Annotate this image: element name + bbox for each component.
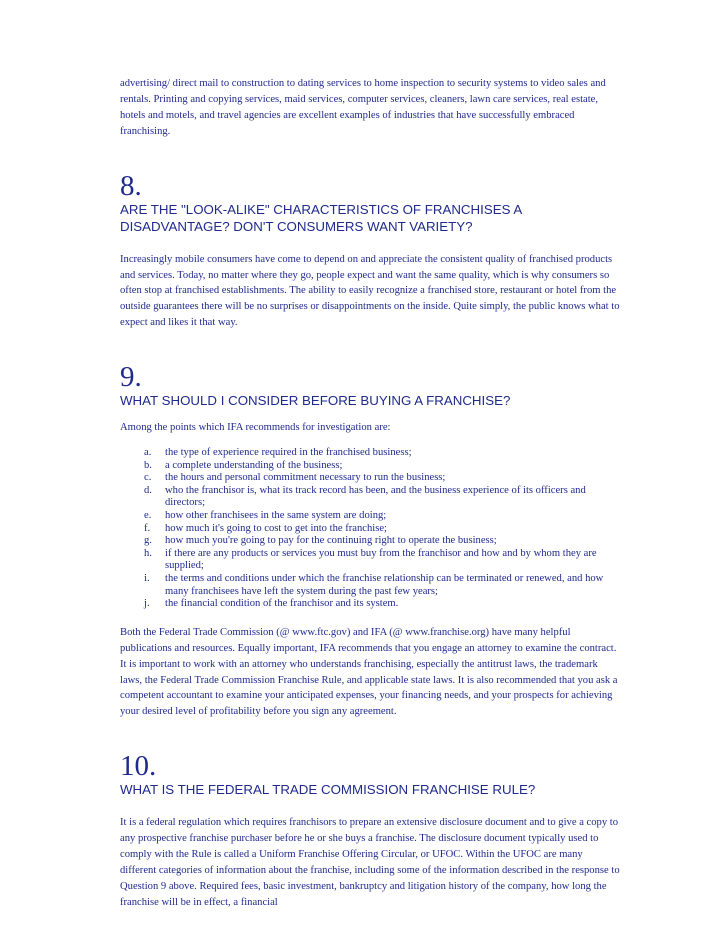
section-9-closing: Both the Federal Trade Commission (@ www.ftc.gov) and IFA (@ www.franchise.org) have many helpful publications and resources. Equally important, IFA recommends that you engage an attorney to examine the contract. It is important to work with an attorney who understands franchising, especially the antitrust laws, the trademark laws, the Federal Trade Commission Franchise Rule, and applicable state laws. It is also recommended that you ask a competent accountant to examine your anticipated expenses, your financing needs, and your prospects for achieving your desired level of profitability before you sign any agreement.: [120, 626, 618, 718]
section-10-answer: It is a federal regulation which requires franchisors to prepare an extensive disclosure document and to give a copy to any prospective franchise purchaser before he or she buys a franchise. The disclosure document typically used to comply with the Rule is called a Uniform Franchise Offering Circular, or UFOC. Within the UFOC are many different categories of information about the franchise, including some of the information described in the response to Question 9 above. Required fees, basic investment, bankruptcy and litigation history of the company, how long the franchise will be in effect, a financial: [120, 817, 620, 908]
section-9: [120, 362, 620, 720]
list-item: a. the type of experience required in the franchised business;: [144, 447, 412, 459]
section-8-answer: Increasingly mobile consumers have come to depend on and appreciate the consistent quality of franchised products and services. Today, no matter where they go, people expect and want the same quality, which is why consumers so often stop at franchised establishments. The ability to easily recognize a franchised store, restaurant or hotel from the outside guarantees there will be no surprises or disappointments on the inside. Quite simply, the public knows what to expect and likes it that way.: [120, 253, 620, 329]
section-8-number: 8.: [120, 169, 142, 202]
section-10-question: WHAT IS THE FEDERAL TRADE COMMISSION FRANCHISE RULE?: [120, 782, 536, 798]
list-item: i. the terms and conditions under which the franchise relationship can be terminated or renewed, and how many franchisees have left the system during the past few years;: [144, 573, 604, 597]
list-item: h. if there are any products or services you must buy from the franchisor and how and by whom they are supplied;: [144, 547, 597, 572]
section-8: [120, 171, 620, 332]
section-10-number: 10.: [120, 750, 157, 783]
list-item: f. how much it's going to cost to get into the franchise;: [144, 522, 387, 534]
list-item: e. how other franchisees in the same system are doing;: [144, 510, 387, 522]
list-item: c. the hours and personal commitment necessary to run the business;: [144, 472, 446, 484]
document-page: [120, 76, 620, 911]
section-9-number: 9.: [120, 361, 142, 394]
list-item: g. how much you're going to pay for the continuing right to operate the business;: [144, 535, 497, 547]
section-9-checklist: [120, 447, 620, 611]
intro-paragraph: advertising/ direct mail to construction to dating services to home inspection to security systems to video sales and rentals. Printing and copying services, maid services, computer services, cleaners, lawn care services, real estate, hotels and motels, and travel agencies are excellent examples of industries that have successfully embraced franchising.: [120, 78, 606, 137]
list-item: j. the financial condition of the franchisor and its system.: [144, 598, 399, 610]
list-item: b. a complete understanding of the business;: [144, 459, 343, 471]
section-9-lead: Among the points which IFA recommends for investigation are:: [120, 422, 391, 434]
section-9-question: WHAT SHOULD I CONSIDER BEFORE BUYING A FRANCHISE?: [120, 393, 511, 409]
section-10: [120, 751, 620, 910]
list-item: d. who the franchisor is, what its track record has been, and the business experience of its officers and directors;: [144, 484, 586, 509]
section-8-question: ARE THE "LOOK-ALIKE" CHARACTERISTICS OF FRANCHISES A DISADVANTAGE? DON'T CONSUMERS WANT VARIETY?: [120, 201, 522, 234]
